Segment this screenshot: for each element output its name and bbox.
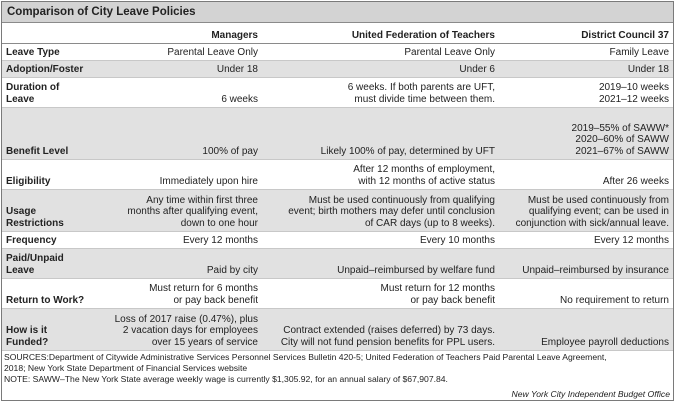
row-adoption-foster: [2, 61, 673, 78]
cell-line: Under 18: [216, 63, 258, 75]
cell-uft: [262, 61, 499, 78]
cell-dc37: [499, 44, 673, 61]
cell-line: over 15 years of service: [151, 336, 258, 348]
cell-managers: [90, 44, 262, 61]
row-label: [2, 249, 90, 279]
cell-line: conjunction with sick/annual leave.: [515, 217, 669, 229]
cell-managers: [90, 190, 262, 232]
row-label-line: Return to Work?: [6, 294, 85, 306]
cell-line: must divide time between them.: [354, 93, 495, 105]
row-benefit-level: [2, 108, 673, 160]
cell-managers: [90, 232, 262, 249]
cell-dc37: [499, 232, 673, 249]
cell-managers: [90, 61, 262, 78]
cell-line: Likely 100% of pay, determined by UFT: [320, 145, 495, 157]
header-cell: [2, 23, 90, 44]
note-line: NOTE: SAWW–The New York State average weekly wage is currently $1,305.92, for an annual salary of $67,907.84.: [4, 373, 448, 384]
row-funding: [2, 309, 673, 351]
cell-line: 2021–12 weeks: [598, 93, 669, 105]
cell-line: Paid by city: [206, 264, 258, 276]
cell-line: After 12 months of employment,: [353, 164, 495, 175]
cell-managers: [90, 279, 262, 309]
cell-line: of CAR days (up to 8 weeks).: [364, 217, 495, 229]
cell-managers: [90, 78, 262, 108]
row-label-line: Usage: [6, 206, 37, 217]
row-duration: [2, 78, 673, 108]
cell-line: 2020–60% of SAWW: [575, 134, 669, 145]
row-label-line: Eligibility: [6, 175, 51, 187]
row-label-line: Paid/Unpaid: [6, 253, 64, 264]
cell-line: 2019–10 weeks: [598, 82, 669, 93]
row-label-line: Leave: [6, 93, 35, 105]
cell-line: qualifying event; can be used in: [528, 206, 669, 217]
credit-line: New York City Independent Budget Office: [511, 389, 670, 399]
cell-line: with 12 months of active status: [358, 175, 495, 187]
cell-line: After 26 weeks: [602, 175, 669, 187]
row-label: [2, 108, 90, 160]
cell-dc37: [499, 160, 673, 190]
cell-line: event; birth mothers may defer until conclusion: [288, 206, 495, 217]
cell-line: 6 weeks. If both parents are UFT,: [347, 82, 495, 93]
header-row: [2, 23, 673, 44]
cell-line: Employee payroll deductions: [541, 336, 669, 348]
cell-line: Parental Leave Only: [167, 46, 258, 58]
row-label-line: Funded?: [6, 336, 49, 348]
sources-line: SOURCES:Department of Citywide Administrative Services Personnel Services Bulletin 420-5; United Federation of Teachers Paid Parental Leave Agreement,: [4, 352, 607, 362]
cell-dc37: [499, 249, 673, 279]
cell-line: or pay back benefit: [410, 294, 495, 306]
cell-line: Any time within first three: [146, 194, 258, 206]
cell-line: Must be used continuously from: [527, 194, 669, 206]
header-managers: Managers: [90, 23, 262, 44]
cell-managers: [90, 249, 262, 279]
cell-line: No requirement to return: [560, 294, 669, 306]
row-leave-type: [2, 44, 673, 61]
row-label: [2, 309, 90, 351]
cell-line: Under 6: [459, 63, 495, 75]
cell-managers: [90, 108, 262, 160]
cell-dc37: [499, 108, 673, 160]
cell-uft: [262, 108, 499, 160]
cell-line: City will not fund pension benefits for PPL users.: [280, 336, 495, 348]
row-frequency: [2, 232, 673, 249]
cell-uft: [262, 279, 499, 309]
cell-line: Loss of 2017 raise (0.47%), plus: [114, 313, 258, 325]
cell-line: Parental Leave Only: [404, 46, 495, 58]
row-label-line: Adoption/Foster: [6, 63, 84, 75]
row-label: [2, 78, 90, 108]
cell-line: 100% of pay: [202, 145, 258, 157]
cell-line: Contract extended (raises deferred) by 73 days.: [283, 325, 495, 336]
cell-line: Unpaid–reimbursed by insurance: [522, 264, 669, 276]
table-title: Comparison of City Leave Policies: [2, 2, 673, 23]
cell-uft: [262, 44, 499, 61]
row-label-line: How is it: [6, 325, 48, 336]
cell-dc37: [499, 61, 673, 78]
row-usage-restrictions: [2, 190, 673, 232]
cell-managers: [90, 309, 262, 351]
figure-frame: [1, 1, 674, 401]
cell-dc37: [499, 309, 673, 351]
row-label: [2, 279, 90, 309]
cell-dc37: [499, 190, 673, 232]
cell-line: Every 12 months: [593, 234, 669, 246]
cell-line: months after qualifying event,: [127, 206, 258, 217]
cell-line: Under 18: [627, 63, 669, 75]
cell-uft: [262, 309, 499, 351]
row-eligibility: [2, 160, 673, 190]
comparison-table: [2, 23, 673, 351]
row-label-line: Leave: [6, 264, 35, 276]
row-label-line: Duration of: [6, 82, 60, 93]
cell-line: Unpaid–reimbursed by welfare fund: [337, 264, 495, 276]
cell-line: Every 12 months: [182, 234, 258, 246]
row-label-line: Frequency: [6, 234, 57, 246]
cell-line: Must be used continuously from qualifying: [308, 194, 495, 206]
row-label: [2, 160, 90, 190]
cell-managers: [90, 160, 262, 190]
row-paid-unpaid: [2, 249, 673, 279]
cell-uft: [262, 190, 499, 232]
cell-line: or pay back benefit: [173, 294, 258, 306]
cell-line: Immediately upon hire: [159, 175, 258, 187]
cell-line: Must return for 12 months: [380, 283, 495, 294]
cell-line: 6 weeks: [221, 93, 258, 105]
row-label-line: Benefit Level: [6, 145, 69, 157]
cell-line: 2019–55% of SAWW*: [571, 122, 669, 134]
row-label: [2, 232, 90, 249]
cell-line: 2 vacation days for employees: [122, 325, 258, 336]
sources-line: 2018; New York State Department of Financial Services website: [4, 362, 248, 373]
row-return-to-work: [2, 279, 673, 309]
cell-line: down to one hour: [180, 217, 258, 229]
row-label-line: Restrictions: [6, 217, 64, 229]
header-dc37: District Council 37: [499, 23, 673, 44]
row-label: [2, 190, 90, 232]
cell-dc37: [499, 279, 673, 309]
row-label: [2, 61, 90, 78]
cell-dc37: [499, 78, 673, 108]
sources-note: [4, 352, 668, 384]
row-label: [2, 44, 90, 61]
cell-uft: [262, 249, 499, 279]
row-label-line: Leave Type: [6, 46, 60, 58]
cell-uft: [262, 232, 499, 249]
cell-line: Must return for 6 months: [149, 283, 258, 294]
cell-line: Family Leave: [609, 46, 669, 58]
header-uft: United Federation of Teachers: [262, 23, 499, 44]
cell-line: 2021–67% of SAWW: [575, 145, 669, 157]
cell-uft: [262, 78, 499, 108]
cell-line: Every 10 months: [419, 234, 495, 246]
cell-uft: [262, 160, 499, 190]
